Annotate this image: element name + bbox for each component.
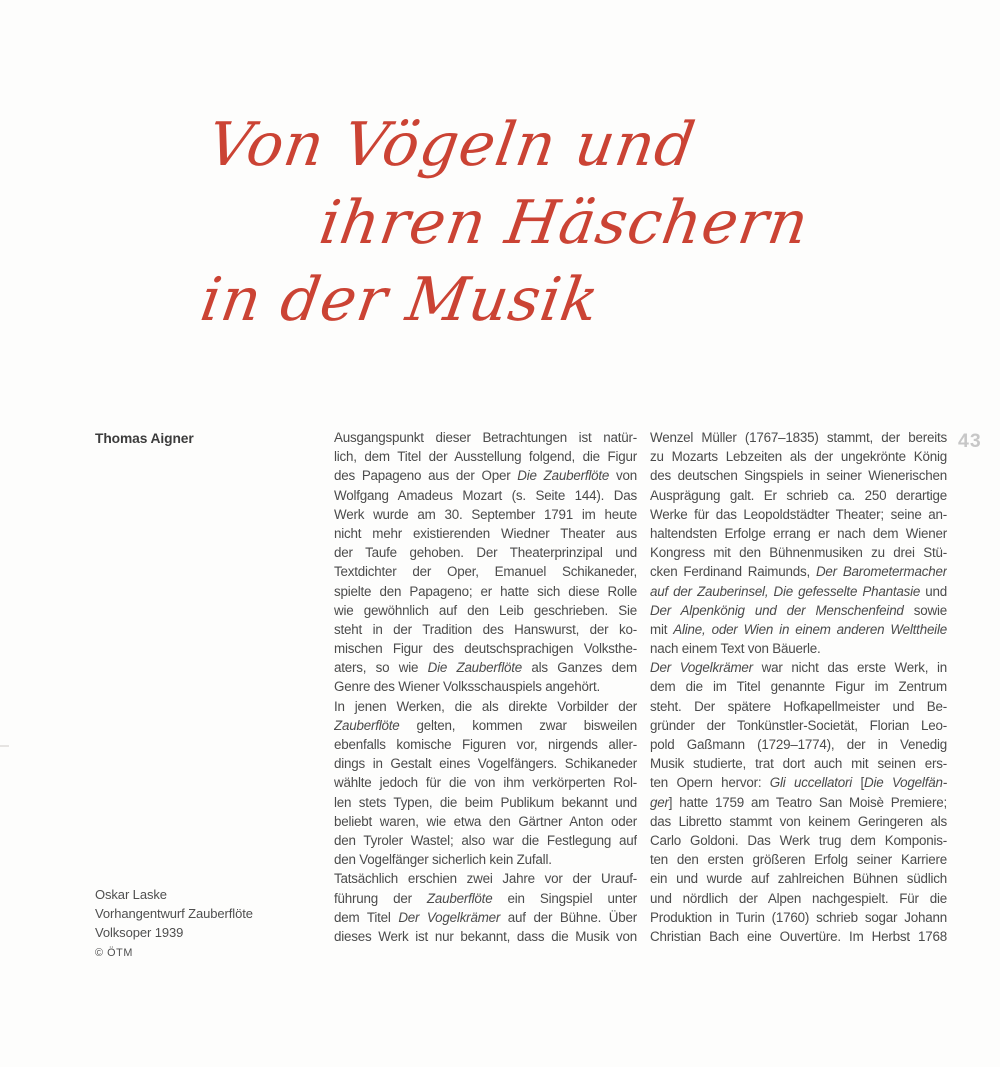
text-line: der Taufe gehoben. Der Theaterprinzipal und [334,545,637,561]
text-line: des Papageno aus der Oper Die Zauberflöte von [334,468,637,484]
text-line: gründer der Tonkünstler-Societät, Florian Leo- [650,717,947,733]
image-caption [95,885,253,963]
text-line: Zauberflöte gelten, kommen zwar bisweilen [334,717,637,733]
text-line: Musik studierte, trat dort auch mit seinen ers- [650,756,947,772]
text-line: Wolfgang Amadeus Mozart (s. Seite 144). Das [334,487,637,503]
caption-copyright: © ÖTM [95,947,133,959]
caption-work-title: Vorhangentwurf Zauberflöte [95,906,253,921]
text-line: Werk wurde am 30. September 1791 im heute [334,506,637,522]
text-line: len stets Typen, die beim Publikum bekannt und [334,794,637,810]
text-line: Genre des Wiener Volksschauspiels angehört. [334,679,601,695]
text-line: ten Opern hervor: Gli uccellatori [Die Vogelfän- [650,775,947,791]
text-line: mischen Figur des deutschsprachigen Volksthe- [334,641,637,657]
text-line: dings in Gestalt eines Vogelfängers. Schikaneder [334,756,637,772]
text-line: Der Vogelkrämer war nicht das erste Werk, in [650,660,947,676]
text-line: cken Ferdinand Raimunds, Der Barometermacher [650,564,947,580]
text-line: mit Aline, oder Wien in einem anderen Welttheile [650,621,947,637]
text-line: und nördlich der Alpen nachgespielt. Für die [650,890,947,906]
text-line: wählte jedoch für die von ihm verkörperten Rol- [334,775,637,791]
text-line: des deutschen Singspiels in seiner Wienerischen [650,468,947,484]
text-line: haltendsten Erfolge errang er nach dem Wiener [650,525,947,541]
article-column-1 [334,428,637,946]
text-line: den Tyroler Wastel; also war die Festlegung auf [334,832,637,848]
article-title-line-2: ihren Häschern [315,188,814,258]
text-line: beliebt waren, wie etwa den Gärtner Anton oder [334,813,637,829]
text-line: zu Mozarts Lebzeiten als der ungekrönte König [650,449,947,465]
article-title-line-3: in der Musik [196,265,605,335]
text-line: ger] hatte 1759 am Teatro San Moisè Premiere; [650,794,947,810]
text-line: In jenen Werken, die als direkte Vorbilder der [334,698,637,714]
text-line: Werke für das Leopoldstädter Theater; seine an- [650,506,947,522]
text-line: spielte den Papageno; er hatte sich diese Rolle [334,583,637,599]
text-line: Tatsächlich erschien zwei Jahre vor der Urauf- [334,871,637,887]
text-line: lich, dem Titel der Ausstellung folgend, die Figur [334,449,637,465]
article-column-2 [650,428,947,946]
text-line: aters, so wie Die Zauberflöte als Ganzes dem [334,660,637,676]
page-number: 43 [958,430,982,452]
text-line: dem die im Titel genannte Figur im Zentrum [650,679,947,695]
article-title-line-1: Von Vögeln und [203,110,701,180]
text-line: pold Gaßmann (1729–1774), der in Venedig [650,737,947,752]
text-line: wie gewöhnlich auf den Leib geschrieben. Sie [334,602,637,618]
text-line: Produktion in Turin (1760) schrieb sogar Johann [650,909,947,925]
text-line: nicht mehr existierenden Wiedner Theater aus [334,525,637,541]
text-line: ten den ersten größeren Erfolg seiner Karriere [650,852,947,868]
text-line: Christian Bach eine Ouvertüre. Im Herbst 1768 [650,928,947,944]
text-line: dieses Werk ist nur bekannt, dass die Musik von [334,928,637,944]
text-line: auf der Zauberinsel, Die gefesselte Phantasie und [650,583,947,599]
text-line: das Libretto stammt von keinem Geringeren als [650,813,947,829]
text-line: Wenzel Müller (1767–1835) stammt, der bereits [650,430,947,445]
text-line: Der Alpenkönig und der Menschenfeind sowie [650,602,947,618]
text-line: ein und wurde auf zahlreichen Bühnen südlich [650,871,947,887]
caption-artist: Oskar Laske [95,887,167,902]
text-line: Ausprägung galt. Er schrieb ca. 250 derartige [650,487,947,503]
text-line: Ausgangspunkt dieser Betrachtungen ist natür- [334,430,637,445]
text-line: steht. Der spätere Hofkapellmeister und Be- [650,698,947,714]
scan-edge-mark [0,745,9,747]
text-line: Kongress mit den Bühnenmusiken zu drei Stü- [650,545,947,561]
text-line: den Vogelfänger sicherlich kein Zufall. [334,852,552,868]
text-line: nach einem Text von Bäuerle. [650,641,821,657]
text-line: steht in der Tradition des Hanswurst, der ko- [334,621,637,637]
text-line: ebenfalls komische Figuren vor, nirgends aller- [334,737,637,752]
text-line: führung der Zauberflöte ein Singspiel unter [334,890,637,906]
text-line: Carlo Goldoni. Das Werk trug dem Komponis- [650,832,947,848]
author-name: Thomas Aigner [95,431,194,446]
caption-venue-year: Volksoper 1939 [95,925,184,940]
text-line: dem Titel Der Vogelkrämer auf der Bühne. Über [334,909,637,925]
text-line: Textdichter der Oper, Emanuel Schikaneder, [334,564,637,580]
